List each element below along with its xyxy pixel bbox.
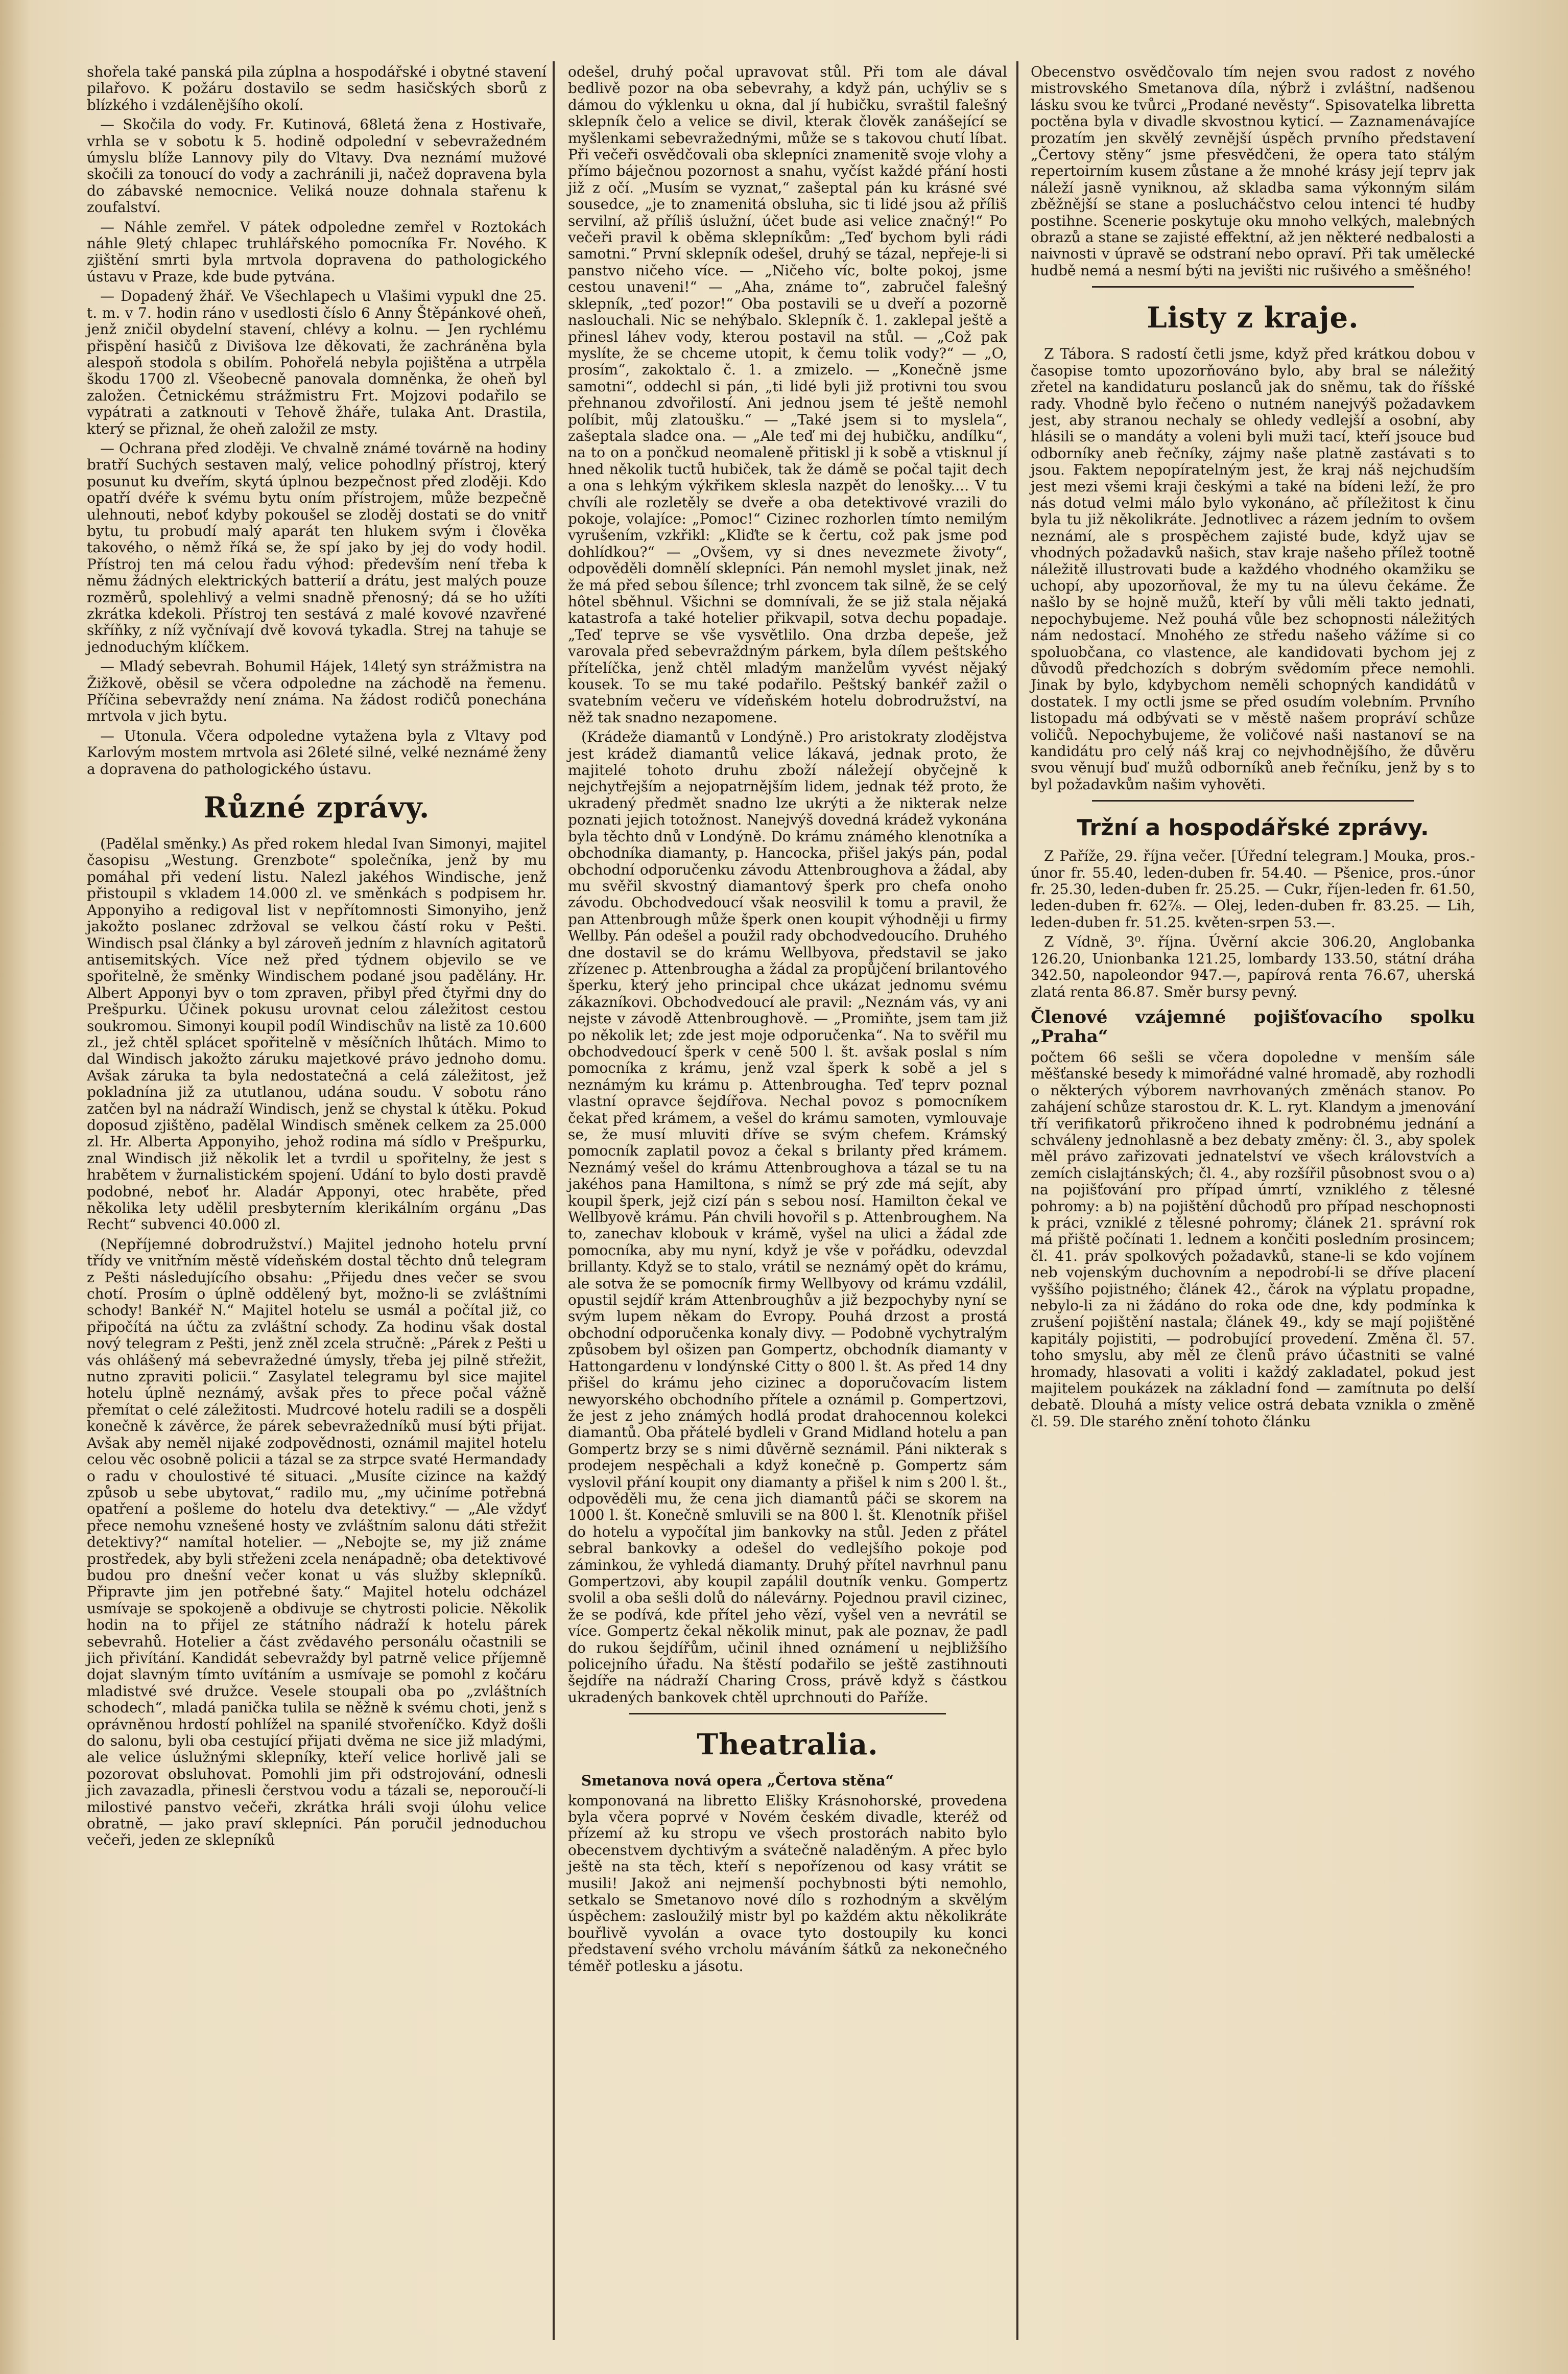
column-rule — [1016, 61, 1018, 2340]
news-item: počtem 66 sešli se včera dopoledne v menším sále měšťanské besedy k mimořádné valné hromadě, aby rozhodli o některých výborem navrhovaných změnách stanov. Po zahájení schůze starostou dr. K. L. ryt. Klandym a jmenování tří verifikatorů přikročeno ihned k podrobnému jednání a schváleny jednohlasně a bez debaty změny: čl. 3., aby spolek měl právo zařizovati jednatelství ve všech královstvích a zemích cislajtánských; čl. 4., aby rozšířil působnost svou o a) na pojišťování pro případ úmrtí, vzniklého z tělesné pohromy: a b) na pojištění důchodů pro případ neschopnosti k práci, vzniklé z tělesné pohromy; článek 21. správní rok má přiště počínati 1. lednem a končiti posledním prosincem; čl. 41. práv spolkových požadavků, stane-li se kdo vojínem neb vojenským duchovním a nepodrobí-li se dříve placení vyššího pojistného; článek 42., čárok na výplatu propadne, nebylo-li za ni žádáno do roka ode dne, kdy podmínka k zrušení pojištění nastala; článek 49., kdy se mají pojištěné kapitály pojistiti, — podrobující provedení. Změna čl. 57. toho smyslu, aby měl ze členů právo účastniti se valné hromady, hlasovati a voliti i každý zakladatel, pokud jest majitelem poukázek na základní fond — zamítnuta po delší debatě. Dlouhá a místy velice ostrá debata vznikla o změně čl. 59. Dle starého znění tohoto článku — [1031, 1048, 1475, 1430]
column-rule — [553, 61, 555, 2340]
news-item: — Mladý sebevrah. Bohumil Hájek, 14letý syn strážmistra na Žižkově, oběsil se včera odpoledne na záchodě na řemenu. Příčina sebevraždy není známa. Na žádost rodičů ponechána mrtvola v jich bytu. — [87, 658, 547, 725]
left-column — [87, 64, 547, 1852]
theatre-heading: Smetanova nová opera „Čertova stěna“ — [581, 1772, 894, 1790]
middle-column — [568, 64, 1007, 1978]
news-item: (Krádeže diamantů v Londýně.) Pro aristokraty zlodějstva jest krádež diamantů velice lákavá, jednak proto, že majitelé tohoto druhu zboží náležejí obyčejně k nejchytřejším a nejopatrnějším lidem, jednak též proto, že ukradený předmět snadno lze ukrýti a že nikterak nelze poznati jejich totožnost. Nanejvýš dovedná krádež vykonána byla těchto dnů v Londýně. Do krámu známého klenotníka a obchodníka diamanty, p. Hancocka, přišel jakýs pán, podal obchodní odporučenku závodu Attenbroughova a žádal, aby mu svěřil skvostný diamantový šperk pro chefa onoho závodu. Obchodvedoucí však neosvilil k tomu a pravil, že pan Attenbrough může šperk onen koupit výhodněji u firmy Wellby. Pán odešel a použil rady obchodvedoucího. Druhého dne dostavil se do krámu Wellbyova, představil se jako zřízenec p. Attenbrougha a žádal za propůjčení brilantového šperku, který jeho principal chce ukázat jednomu svému zákazníkovi. Obchodvedoucí ale pravil: „Neznám vás, vy ani nejste v závodě Attenbroughově. — „Promiňte, jsem tam již po několik let; zde jest moje odporučenka“. Na to svěřil mu obchodvedoucí šperk v ceně 500 l. št. avšak poslal s ním pomocníka z krámu, jenž vzal šperk k sobě a jel s neznámým ku krámu p. Attenbrougha. Teď teprv poznal vlastní opravce šejdířova. Nechal povoz s pomocníkem čekat před krámem, a vešel do krámu samoten, vymlouvaje se, že musí mluviti dříve se svým chefem. Krámský pomocník zaplatil povoz a čekal s brilanty před krámem. Neznámý vešel do krámu Attenbroughova a tázal se tu na jakéhos pana Hamiltona, s nímž se prý zde má sejít, aby koupil šperk, jejž cizí pán s sebou nosí. Hamilton čekal ve Wellbyově krámu. Pán chvili hovořil s p. Attenbroughem. Na to, zanechav klobouk v krámě, vyšel na ulici a žádal zde pomocníka, aby mu nyní, když je vše v pořádku, odevzdal brillanty. Když se to stalo, vrátil se neznámý opět do krámu, ale sotva že se pomocník firmy Wellbyovy od krámu vzdálil, opustil sejdíř krám Attenbroughův a již bezpochyby nyní se svým lupem někam do Evropy. Pouhá drzost a prostá obchodní odporučenka konaly divy. — Podobně vychytralým způsobem byl ošizen pan Gompertz, obchodník diamanty v Hattongardenu v londýnské Citty o 800 l. št. As před 14 dny přišel do krámu jeho cizinec a doporučovacím listem newyorského obchodního přítele a oznámil p. Gompertzovi, že jest z jeho známých hodlá prodat drahocennou kolekci diamantů. Oba přátelé bydleli v Grand Midland hotelu a pan Gompertz brzy se s nimi důvěrně seznámil. Páni nikterak s prodejem nespěchali a když konečně p. Gompertz sám vyslovil přání koupit ony diamanty a přišel k nim s 200 l. št., odpověděli mu, že cena jich diamantů páči se skorem na 1000 l. št. Konečně smluvili se na 800 l. št. Klenotník přišel do hotelu a vypočítal jim bankovky na stůl. Jeden z přátel sebral bankovky a odešel do vedlejšího pokoje pod záminkou, že vyhledá diamanty. Druhý přítel navrhnul panu Gompertzovi, aby koupil zapálil doutník venku. Gompertz svolil a oba sešli dolů do nálevárny. Pojednou pravil cizinec, že se podívá, kde přítel jeho vězí, vyšel ven a nevrátil se více. Gompertz čekal několik minut, pak ale poznav, že padl do rukou šejdířům, učinil ihned oznámení u nejbližšího policejního úřadu. Na štěstí podařilo se ještě zastihnouti šejdíře na nádraží Charing Cross, právě když s částkou ukradených bankovek chtěl uprchnouti do Paříže. — [568, 728, 1007, 1706]
news-item: Z Tábora. S radostí četli jsme, když před krátkou dobou v časopise tomto upozorňováno bylo, aby bral se náležitý zřetel na kandidaturu poslanců jak do sněmu, tak do říšské rady. Vhodně bylo řečeno o nutném nanejvýš požadavkem jest, aby stranou nechaly se ohledy vedlejší a osobní, aby hlásili se o mandáty a voleni byli muži tací, kteří jsouce bud odborníky aneb řečníky, zájmy naše platně zastávati s to jsou. Faktem nepopíratelným jest, že kraj náš nejchudším jest mezi všemi kraji českými a také na bídeni leží, že pro nás dotud velmi málo bylo vykonáno, ač příležitost k činu byla tu již několikráte. Jednotlivec a rázem jedním to ovšem neznámí, ale s prospěchem zajisté bude, když ujav se vhodných požadavků našich, stav kraje našeho přílež tootně náležitě illustrovati bude a každého vhodného okamžiku se uchopí, aby upozorňoval, že my tu na úlevu čekáme. Že našlo by se hojně mužů, kteří by vůli měli takto jednati, nepochybujeme. Než pouhá vůle bez schopnosti náležitých nám nedostací. Mnohého ze středu našeho vážíme si co spoluobčana, co vlastence, ale kandidovati bychom jej z důvodů předchozích s dobrým svědomím přece nemohli. Jinak by bylo, kdybychom neměli schopných kandidátů v dostatek. I my octli jsme se před osudím volebním. Prvního listopadu má odbývati se v městě našem propráví schůze voličů. Nepochybujeme, že voličové naši nastanoví se na kandidátu pro celý náš kraj co nejvhodnějšího, že důvěru svou věnují buď mužů odborníků aneb řečníku, jenž by s to byl požadavkům našim vyhověti. — [1031, 345, 1475, 793]
news-item: — Náhle zemřel. V pátek odpoledne zemřel v Roztokách náhle 9letý chlapec truhlářského pomocníka Fr. Nového. K zjištění smrti byla mrtvola dopravena do pathologického ústavu v Praze, kde bude pytvána. — [87, 218, 547, 285]
news-item: odešel, druhý počal upravovat stůl. Při tom ale dával bedlivě pozor na oba sebevrahy, a když pán, uchýliv se s dámou do výklenku u okna, dal jí hubičku, svraštil falešný sklepník čelo a velice se divil, kterak člověk zanášející se myšlenkami sebevražednými, může se s takovou chutí líbat. Při večeři osvědčovali oba sklepníci znamenitě svoje vlohy a přímo báječnou pozornost a snahu, vyčíst každé přání hosti již z očí. „Musím se vyznat,“ zašeptal pán ku krásné své sousedce, „je to znamenitá obsluha, sic ti lidé jsou až příliš servilní, až příliš úslužní, účet bude asi velice značný!“ Po večeři pravil k oběma sklepníkům: „Teď bychom byli rádi samotni.“ První sklepník odešel, druhý se tázal, nepřeje-li si panstvo ničeho více. — „Ničeho víc, bolte pokoj, jsme cestou unaveni!“ — „Aha, známe to“, zabručel falešný sklepník, „teď pozor!“ Oba postavili se u dveří a pozorně naslouchali. Nic se nehýbalo. Sklepník č. 1. zaklepal ještě a přinesl láhev vody, kterou postavil na stůl. — „Což pak myslíte, že se chceme utopit, k čemu tolik vody?“ — „O, prosím“, zakoktalo č. 1. a zmizelo. — „Konečně jsme samotni“, oddechl si pán, „ti lidé byli již protivni tou svou přehnanou zdvořilostí. Ani jednou jsem té ještě nemohl políbit, můj zlatoušku.“ — „Také jsem si to myslela“, zašeptala sladce ona. — „Ale teď mi dej hubičku, andílku“, na to on a pončkud neomaleně přitiskl ji k sobě a vtisknul jí hned několik tuctů hubiček, tak že dámě se počal tajit dech a ona s lehkým výkřikem sklesla nazpět do lenošky.... V tu chvíli ale rozletěly se dveře a oba detektivové vrazili do pokoje, volajíce: „Pomoc!“ Cizinec rozhorlen tímto nemilým vyrušením, vzkřikl: „Kliďte se k čertu, což pak jsme pod dohlídkou?“ — „Ovšem, vy si dnes nevezmete životy“, odpověděli domnělí sklepníci. Pán nemohl myslet jinak, než že má před sebou šílence; trhl zvoncem tak silně, že se celý hôtel sběhnul. Všichni se domnívali, že se již stala nějaká katastrofa a také hotelier přikvapil, sotva dechu popadaje. „Teď teprve se vše vysvětlilo. Ona drzba depeše, jež varovala před sebevraždným párkem, byla dílem peštského přítelíčka, jenž chtěl mladým manželům vyvést nějaký kousek. To se mu také podařilo. Peštský bankéř zažil o svatebním večeru ve vídeňském hotelu dobrodružství, na něž tak snadno nezapomene. — [568, 63, 1007, 726]
news-item: (Nepříjemné dobrodružství.) Majitel jednoho hotelu první třídy ve vnitřním městě vídeňském dostal těchto dnů telegram z Pešti následujícího obsahu: „Přijedu dnes večer se svou chotí. Prosím o úplně oddělený byt, možno-li se zvláštními schody! Bankéř N.“ Majitel hotelu se usmál a počítal již, co připočítá na účtu za zvláštní schody. Za hodinu však dostal nový telegram z Pešti, jenž zněl zcela stručně: „Párek z Pešti u vás ohlášený má sebevražedné úmysly, třeba jej pilně střežit, nutno zpraviti policii.“ Zasylatel telegramu byl sice majitel hotelu úplně neznámý, avšak přes to přece počal vážně přemítat o celé záležitosti. Mudrcové hotelu radili se a dospěli konečně k závěrce, že párek sebevražedníků musí býti přijat. Avšak aby neměl nijaké zodpovědnosti, oznámil majitel hotelu celou věc osobně policii a tázal se za strpce svaté Hermandady o radu v choulostivé té situaci. „Musíte cizince na každý způsob u sebe ubytovat,“ radilo mu, „my učiníme potřebná opatření a pošleme do hotelu dva detektivy.“ — „Ale vždyť přece nemohu vznešené hosty ve zvláštním salonu dáti střežit detektivy?“ namítal hotelier. — „Nebojte se, my již známe prostředek, aby byli střeženi zcela nenápadně; oba detektivové budou pro dnešní večer konat u vás služby sklepníků. Připravte jim jen potřebné šaty.“ Majitel hotelu odcházel usmívaje se spokojeně a obdivuje se chytrosti policie. Několik hodin na to přijel ze státního nádraží k hotelu párek sebevrahů. Hotelier a část zvědavého personálu očastnili se jich přivítání. Kandidát sebevraždy byl patrně velice příjemně dojat slavným tímto uvítáním a usmívaje se pomohl z kočáru mladistvé své družce. Vesele stoupali oba po „zvláštních schodech“, mladá panička tulila se něžně k svému choti, jenž s oprávněnou hrdostí pohlížel na spanilé stvořeníčko. Když došli do salonu, byli oba cestující přijati dvěma ne sice již mladými, ale velice úslužnými sklepníky, kteří velice horlivě jali se pozorovat obsluhovat. Pomohli jim při odstrojování, odnesli jich zavazadla, přinesli čerstvou vodu a tázali se, neporoučí-li milostivé panstvo večeři, zkrátka hráli svoji úlohu velice obratně, — jako praví sklepníci. Pán poručil jednoduchou večeři, jeden ze sklepníků — [87, 1235, 547, 1849]
section-divider — [1092, 800, 1414, 802]
news-item: — Utonula. Včera odpoledne vytažena byla z Vltavy pod Karlovým mostem mrtvola asi 26leté silné, velké neznámé ženy a dopravena do pathologického ústavu. — [87, 727, 547, 778]
theatre-review-continued: Obecenstvo osvědčovalo tím nejen svou radost z nového mistrovského Smetanova díla, nýbrž i zvláštní, nadšenou lásku svou ke tvůrci „Prodané nevěsty“. Spisovatelka libretta poctěna byla v divadle skvostnou kyticí. — Zaznamenávajíce prozatím jen skvělý zevnější úspěch prvního představení „Čertovy stěny“ jsme přesvědčeni, že opera tato stálým repertoirním kusem zůstane a že mnohé krásy její teprv jak náleží jasně vyniknou, až skladba sama výkonným silám zběžnější se stane a poslucháčstvo celou intenci té hudby postihne. Scenerie poskytuje oku mnoho velkých, malebných obrazů a stane se zajisté effektní, až jen některé nedbalosti a naivnosti v úpravě se odstraní nebo opraví. Při tak umělecké hudbě nemá a nesmí býti na jevišti nic rušivého a směšného! — [1031, 63, 1475, 279]
news-item: — Skočila do vody. Fr. Kutinová, 68letá žena z Hostivaře, vrhla se v sobotu k 5. hodině odpolední v sebevražedném úmyslu blíže Lannovy pily do Vltavy. Dva neznámí mužové skočili za tonoucí do vody a zachránili ji, načež dopravena byla do zábavské nemocnice. Veliká nouze dohnala stařenu k zoufalství. — [87, 116, 547, 216]
news-item: — Ochrana před zloději. Ve chvalně známé továrně na hodiny bratří Suchých sestaven malý, velice pohodlný přístroj, který posunut ku dveřím, skytá úplnou bezpečnost před zloději. Kdo opatří dvéře k svému bytu oním přístrojem, může bezpečně ulehnouti, neboť kdyby pokoušel se zloděj dostati se do vnitř bytu, tu probudí malý aparát ten hlukem svým i člověka takového, o němž říká se, že spí jako by jej do vody hodil. Přístroj ten má celou řadu výhod: především není třeba k němu žádných elektrických batterií a drátu, jest malých pouze rozměrů, spolehlivý a velmi snadně přenosný; dá se ho užíti zkrátka kdekoli. Přístroj ten sestává z malé kovové nzavřené skříňky, z níž vyčnívají dvě kovová tykadla. Strej na tahuje se jednoduchým klíčkem. — [87, 439, 547, 655]
right-column — [1031, 64, 1475, 1433]
news-item: — Dopadený žhář. Ve Všechlapech u Vlašimi vypukl dne 25. t. m. v 7. hodin ráno v usedlosti číslo 6 Anny Štěpánkové oheň, jenž zničil obydelní stavení, chlévy a kolnu. — Jen rychlému přispění hasičů z Divišova lze děkovati, že zachráněna byla alespoň stodola s obilím. Pohořelá nebyla pojištěna a utrpěla škodu 1700 zl. Všeobecně panovala domněnka, že oheň byl založen. Četnickému strážmistru Frt. Mojzovi podařilo se vypátrati a zatknouti v Tehově žháře, tulaka Ant. Drastila, který se přiznal, že oheň založil ze msty. — [87, 288, 547, 437]
news-item: shořela také panská pila zúplna a hospodářské i obytné stavení pilařovo. K požáru dostavilo se sedm hasičských sborů z blízkého i vzdálenějšího okolí. — [87, 63, 547, 113]
section-title-theatralia: Theatralia. — [697, 1728, 878, 1762]
theatre-review: komponovaná na libretto Elišky Krásnohorské, provedena byla včera poprvé v Novém českém divadle, kteréž od přízemí až ku stropu ve všech prostorách nabito bylo obecenstvem dychtivým a svátečně naladěným. A přec bylo ještě na sta těch, kteří s nepořízenou od kasy vrátit se musili! Jakož ani nejmenší pochybnosti býti nemohlo, setkalo se Smetanovo nové dílo s rozhodným a skvělým úspěchem: zasloužilý mistr byl po každém aktu několikráte bouřlivě vyvolán a ovace tyto dostoupily ku konci představení svého vrcholu máváním šátků za nekonečného téměř potlesku a jásotu. — [568, 1792, 1007, 1975]
news-item: (Padělal směnky.) As před rokem hledal Ivan Simonyi, majitel časopisu „Westung. Grenzbote“ společníka, jenž by mu pomáhal při vedení listu. Nalezl jakéhos Windische, jenž přistoupil s vkladem 14.000 zl. ve směnkách s podpisem hr. Apponyiho a redigoval list v nepřítomnosti Simonyiho, jenž jakožto poslanec zdržoval se velkou částí roku v Pešti. Windisch psal články a byl zároveň jedním z hlavních agitatorů antisemitských. Více než před týdnem objevilo se ve spořitelně, že směnky Windischem podané jsou padělány. Hr. Albert Apponyi byv o tom zpraven, přibyl před čtyřmi dny do Prešpurku. Účinek pokusu urovnat celou záležitost cestou soukromou. Simonyi koupil podíl Windischův na listě za 10.600 zl., jež chtěl splácet spořitelně v měsíčních lhůtách. Mimo to dal Windisch jakožto záruku majetkové právo jednoho domu. Avšak záruka ta byla nedostatečná a celá záležitost, jež pokladnína již za ututlanou, udána soudu. V sobotu ráno zatčen byl na nádraží Windisch, jenž se chystal k útěku. Pokud doposud zjištěno, padělal Windisch směnek celkem za 25.000 zl. Hr. Alberta Apponyiho, jehož rodina má sídlo v Prešpurku, znal Windisch již několik let a tvrdil u spořitelny, že jest s hrabětem v žurnalistickém spojení. Udání to bylo dosti pravdě podobné, neboť hr. Aladár Apponyi, otec hraběte, před několika lety udělil presbyterním klerikálním orgánu „Das Recht“ subvenci 40.000 zl. — [87, 835, 547, 1233]
section-title-ruzne-zpravy: Různé zprávy. — [203, 791, 430, 825]
market-report: Z Paříže, 29. října večer. [Úřední telegram.] Mouka, pros.-únor fr. 55.40, leden-duben fr. 54.40. — Pšenice, pros.-únor fr. 25.30, leden-duben fr. 25.25. — Cukr, říjen-leden fr. 61.50, leden-duben fr. 62⅞. — Olej, leden-duben fr. 83.25. — Lih, leden-duben fr. 51.25. květen-srpen 53.—. — [1031, 848, 1475, 931]
section-divider — [1092, 286, 1414, 288]
page-fold-shadow — [0, 0, 31, 2374]
spolek-heading: Členové vzájemné pojišťovacího spolku „Praha“ — [1031, 1006, 1475, 1047]
section-divider — [629, 1713, 946, 1714]
section-title-trzni-zpravy: Tržní a hospodářské zprávy. — [1077, 815, 1429, 841]
market-report: Z Vídně, 3⁰. října. Úvěrní akcie 306.20, Anglobanka 126.20, Unionbanka 121.25, lombardy 133.50, státní dráha 342.50, napoleondor 947.—, papírová renta 76.67, uherská zlatá renta 86.87. Směr bursy pevný. — [1031, 933, 1475, 1000]
section-title-listy-z-kraje: Listy z kraje. — [1147, 301, 1359, 335]
